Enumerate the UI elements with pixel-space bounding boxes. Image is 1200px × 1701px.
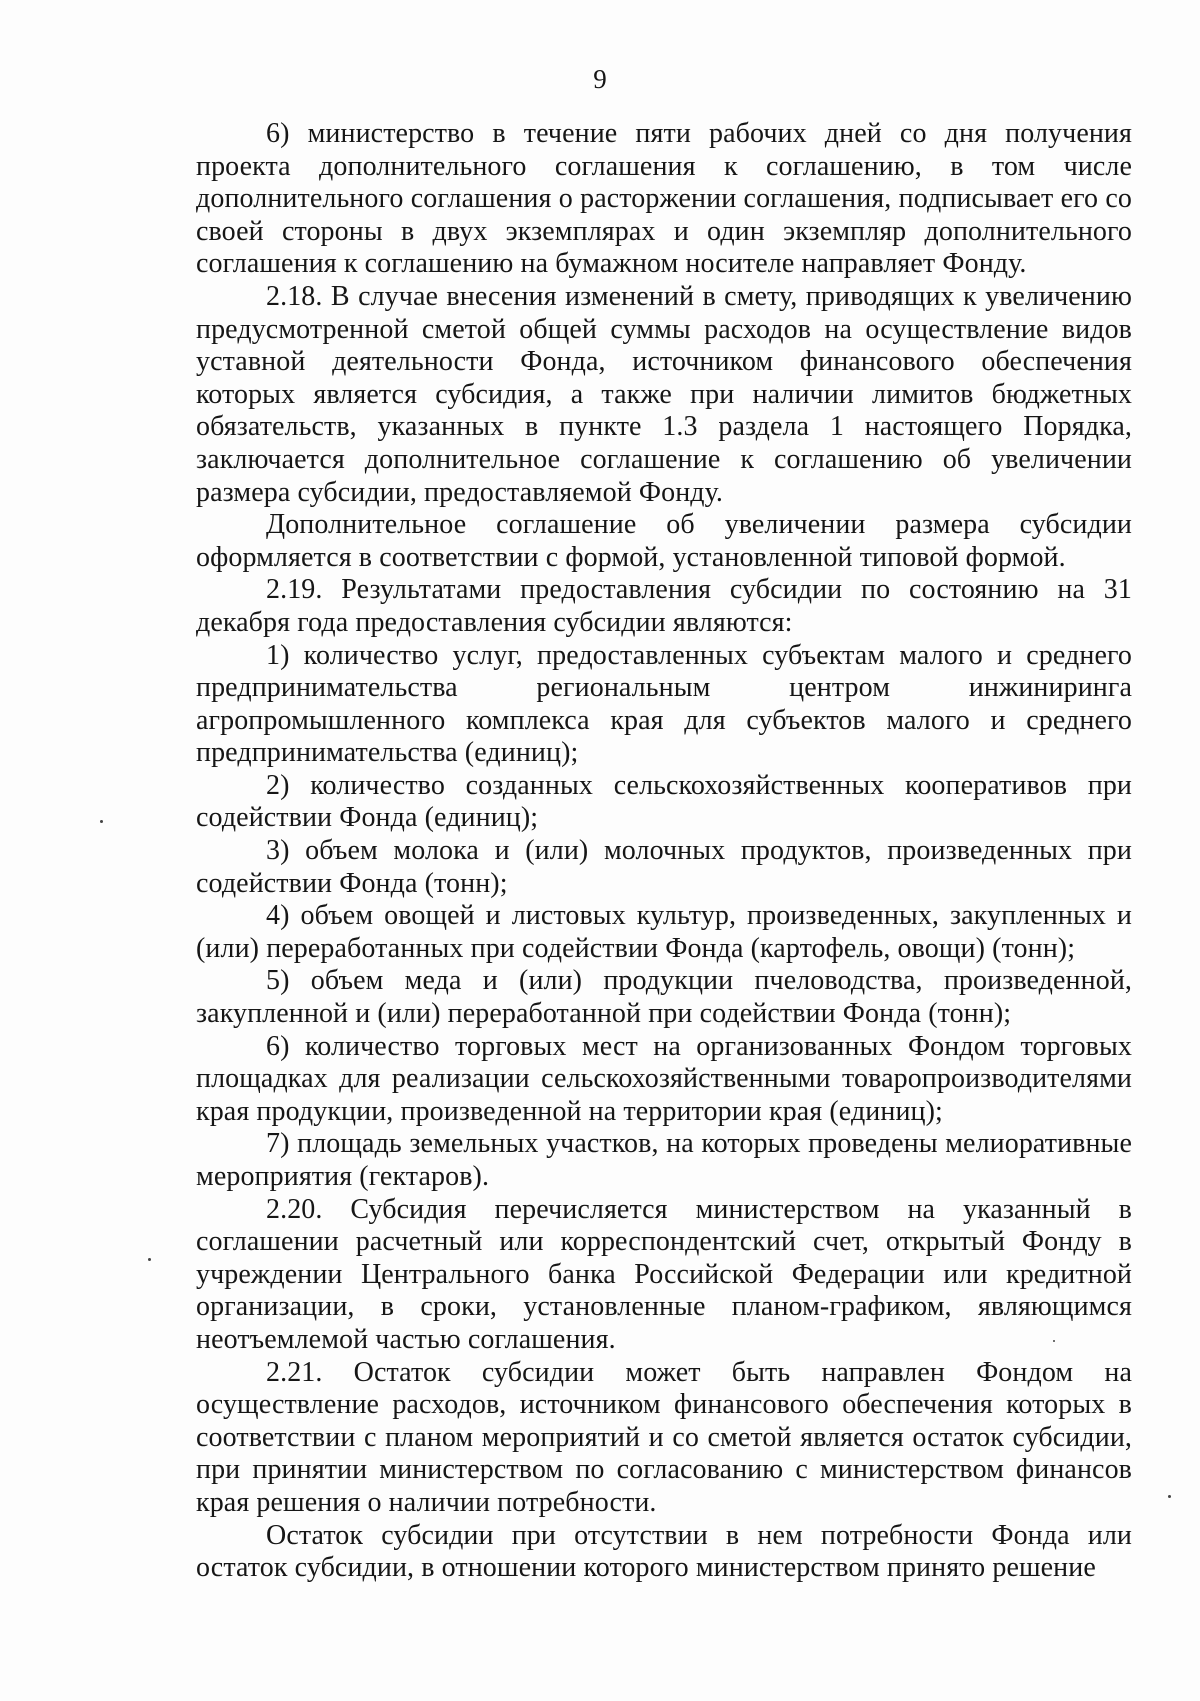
paragraph-2-18: 2.18. В случае внесения изменений в смету, приводящих к увеличению предусмотренной сметой общей суммы расходов на осуществление видов уставной деятельности Фонда, источником финансового обеспечения которых является субсидия, а также при наличии лимитов бюджетных обязательств, указанных в пункте 1.3 раздела 1 настоящего Порядка, заключается дополнительное соглашение к соглашению об увеличении размера субсидии, предоставляемой Фонду. [196, 280, 1132, 508]
document-body [196, 118, 1132, 1585]
paragraph-6-ministry-signs: 6) министерство в течение пяти рабочих дней со дня получения проекта дополнительного соглашения к соглашению, в том числе дополнительного соглашения о расторжении соглашения, подписывает его со своей стороны в двух экземплярах и один экземпляр дополнительного соглашения к соглашению на бумажном носителе направляет Фонду. [196, 118, 1132, 280]
paragraph-additional-agreement: Дополнительное соглашение об увеличении размера субсидии оформляется в соответствии с формой, установленной типовой формой. [196, 509, 1132, 573]
scan-speck [1053, 1340, 1055, 1342]
result-item-2: 2) количество созданных сельскохозяйственных кооперативов при содействии Фонда (единиц); [196, 769, 1132, 834]
result-item-5: 5) объем меда и (или) продукции пчеловодства, произведенной, закупленной и (или) переработанной при содействии Фонда (тонн); [196, 965, 1132, 1030]
result-item-4: 4) объем овощей и листовых культур, произведенных, закупленных и (или) переработанных при содействии Фонда (картофель, овощи) (тонн); [196, 900, 1132, 964]
scan-speck [100, 820, 103, 823]
result-item-7: 7) площадь земельных участков, на которых проведены мелиоративные мероприятия (гектаров). [196, 1128, 1132, 1192]
paragraph-2-21: 2.21. Остаток субсидии может быть направлен Фондом на осуществление расходов, источником финансового обеспечения которых в соответствии с планом мероприятий и со сметой является остаток субсидии, при принятии министерством по согласованию с министерством финансов края решения о наличии потребности. [196, 1356, 1132, 1518]
result-item-1: 1) количество услуг, предоставленных субъектам малого и среднего предпринимательства региональным центром инжиниринга агропромышленного комплекса края для субъектов малого и среднего предпринимательства (единиц); [196, 639, 1132, 769]
scan-speck [148, 1258, 151, 1261]
result-item-3: 3) объем молока и (или) молочных продуктов, произведенных при содействии Фонда (тонн); [196, 835, 1132, 899]
paragraph-2-20: 2.20. Субсидия перечисляется министерством на указанный в соглашении расчетный или корреспондентский счет, открытый Фонду в учреждении Центрального банка Российской Федерации или кредитной организации, в сроки, установленные планом-графиком, являющимся неотъемлемой частью соглашения. [196, 1193, 1132, 1355]
paragraph-2-19: 2.19. Результатами предоставления субсидии по состоянию на 31 декабря года предоставления субсидии являются: [196, 574, 1132, 638]
scan-speck [1168, 1495, 1171, 1498]
page-number: 9 [593, 64, 607, 94]
result-item-6: 6) количество торговых мест на организованных Фондом торговых площадках для реализации сельскохозяйственными товаропроизводителями края продукции, произведенной на территории края (единиц); [196, 1030, 1132, 1127]
paragraph-remainder: Остаток субсидии при отсутствии в нем потребности Фонда или остаток субсидии, в отношении которого министерством принято решение [196, 1519, 1132, 1584]
